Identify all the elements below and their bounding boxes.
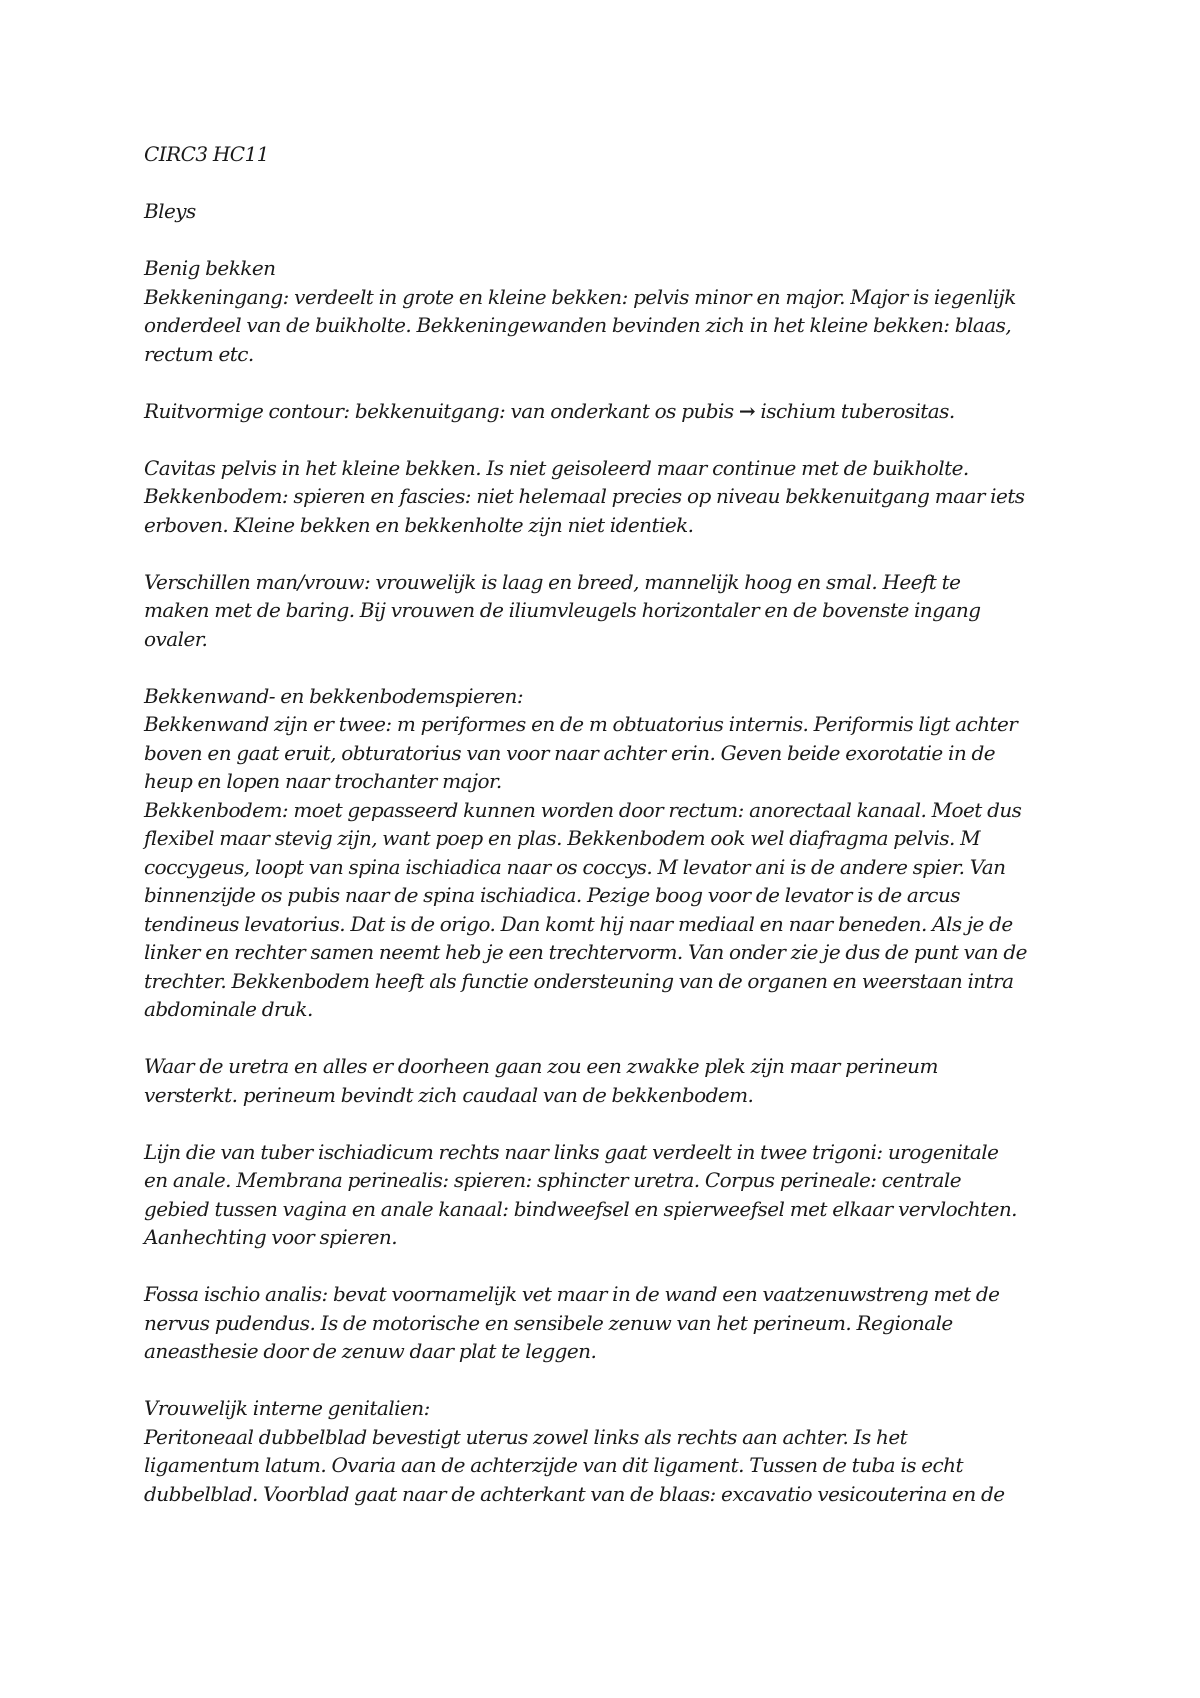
text-line: en anale. Membrana perinealis: spieren: sphincter uretra. Corpus perineale: centrale — [144, 1168, 962, 1192]
paragraph-bekkenwand-spieren — [144, 682, 1074, 1024]
spacer — [144, 539, 1074, 568]
text-line: abdominale druk. — [144, 997, 313, 1021]
document-title: CIRC3 HC11 — [144, 142, 269, 166]
text-line: onderdeel van de buikholte. Bekkeningewanden bevinden zich in het kleine bekken: blaas, — [144, 313, 1012, 337]
text-segment: Ruitvormige contour: bekkenuitgang: van onderkant os pubis — [144, 398, 739, 423]
text-line: Cavitas pelvis in het kleine bekken. Is niet geisoleerd maar continue met de buikholte. — [144, 455, 969, 480]
text-segment: ischium tuberositas. — [755, 398, 955, 423]
text-line: Aanhechting voor spieren. — [144, 1225, 398, 1249]
document-author: Bleys — [144, 199, 196, 223]
text-line: ovaler. — [144, 626, 208, 651]
paragraph-trigoni — [144, 1138, 1074, 1252]
spacer — [144, 368, 1074, 397]
text-line — [144, 397, 1074, 426]
text-line: Waar de uretra en alles er doorheen gaan zou een zwakke plek zijn maar perineum — [144, 1054, 938, 1078]
paragraph-uretra — [144, 1052, 1074, 1109]
spacer — [144, 1024, 1074, 1053]
spacer — [144, 169, 1074, 198]
text-line: versterkt. perineum bevindt zich caudaal van de bekkenbodem. — [144, 1082, 754, 1107]
text-line: flexibel maar stevig zijn, want poep en plas. Bekkenbodem ook wel diafragma pelvis. M — [144, 826, 981, 850]
text-line: ligamentum latum. Ovaria aan de achterzijde van dit ligament. Tussen de tuba is echt — [144, 1453, 963, 1477]
spacer — [144, 1109, 1074, 1138]
paragraph-vrouwelijk-genitalien — [144, 1394, 1074, 1508]
text-line: Bekkenbodem: moet gepasseerd kunnen worden door rectum: anorectaal kanaal. Moet dus — [144, 797, 1022, 822]
text-line: Verschillen man/vrouw: vrouwelijk is laag en breed, mannelijk hoog en smal. Heeft te — [144, 569, 961, 594]
text-line: dubbelblad. Voorblad gaat naar de achterkant van de blaas: excavatio vesicouterina en de — [144, 1481, 1005, 1506]
text-line: gebied tussen vagina en anale kanaal: bindweefsel en spierweefsel met elkaar vervlochten. — [144, 1196, 1017, 1221]
text-line: maken met de baring. Bij vrouwen de iliumvleugels horizontaler en de bovenste ingang — [144, 598, 981, 622]
text-line: rectum etc. — [144, 341, 254, 366]
paragraph-ruitvormige-contour — [144, 397, 1074, 426]
section-heading: Benig bekken — [144, 256, 276, 280]
text-line: Bekkenwand zijn er twee: m periformes en de m obtuatorius internis. Periformis ligt achter — [144, 712, 1018, 736]
text-line: Peritoneaal dubbelblad bevestigt uterus zowel links als rechts aan achter. Is het — [144, 1424, 908, 1449]
text-line: Fossa ischio analis: bevat voornamelijk vet maar in de wand een vaatzenuwstreng met de — [144, 1282, 1000, 1306]
text-line: nervus pudendus. Is de motorische en sensibele zenuw van het perineum. Regionale — [144, 1310, 953, 1335]
text-line: aneasthesie door de zenuw daar plat te leggen. — [144, 1339, 597, 1363]
text-line: tendineus levatorius. Dat is de origo. Dan komt hij naar mediaal en naar beneden. Als je de — [144, 911, 1013, 936]
section-heading: Vrouwelijk interne genitalien: — [144, 1396, 430, 1420]
paragraph-verschillen — [144, 568, 1074, 654]
text-line: binnenzijde os pubis naar de spina ischiadica. Pezige boog voor de levator is de arcus — [144, 883, 961, 907]
text-line: boven en gaat eruit, obturatorius van voor naar achter erin. Geven beide exorotatie in de — [144, 740, 996, 765]
paragraph-cavitas-pelvis — [144, 454, 1074, 540]
paragraph-benig-bekken — [144, 254, 1074, 368]
spacer — [144, 1252, 1074, 1281]
text-line: Lijn die van tuber ischiadicum rechts naar links gaat verdeelt in twee trigoni: urogenitale — [144, 1139, 999, 1164]
text-line: Bekkeningang: verdeelt in grote en kleine bekken: pelvis minor en major. Major is iegenlijk — [144, 284, 1016, 309]
text-line: trechter. Bekkenbodem heeft als functie ondersteuning van de organen en weerstaan intra — [144, 968, 1014, 993]
text-line: coccygeus, loopt van spina ischiadica naar os coccys. M levator ani is de andere spier. Van — [144, 854, 1006, 879]
section-heading: Bekkenwand- en bekkenbodemspieren: — [144, 683, 524, 708]
paragraph-fossa-ischio-analis — [144, 1280, 1074, 1366]
spacer — [144, 1366, 1074, 1395]
spacer — [144, 653, 1074, 682]
arrow-right-icon: → — [738, 398, 756, 423]
text-line: linker en rechter samen neemt heb je een trechtervorm. Van onder zie je dus de punt van de — [144, 940, 1027, 964]
document-body — [144, 140, 1074, 1508]
spacer — [144, 425, 1074, 454]
spacer — [144, 226, 1074, 255]
text-line: Bekkenbodem: spieren en fascies: niet helemaal precies op niveau bekkenuitgang maar iets — [144, 484, 1025, 508]
text-line: heup en lopen naar trochanter major. — [144, 769, 502, 793]
text-line: erboven. Kleine bekken en bekkenholte zijn niet identiek. — [144, 512, 694, 537]
